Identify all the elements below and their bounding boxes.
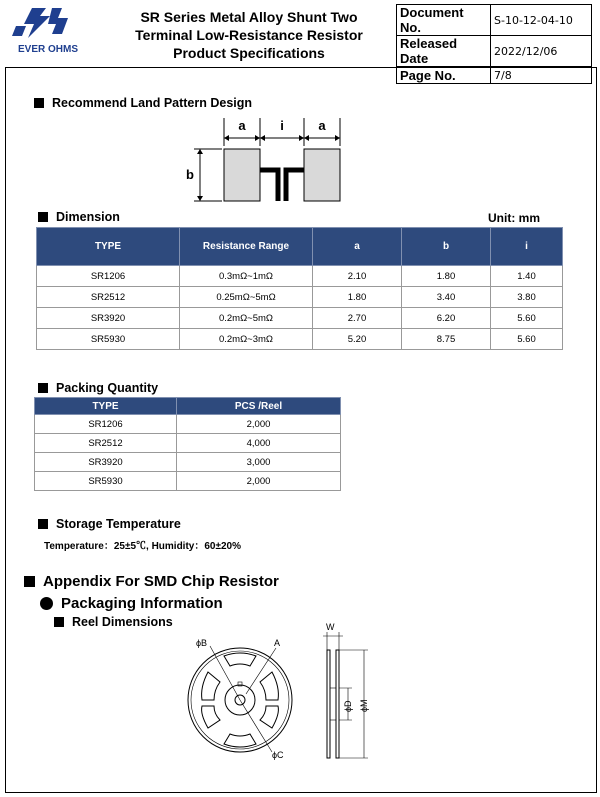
table-cell: 8.75 (402, 329, 491, 350)
dim-a-right: a (318, 118, 326, 133)
table-cell: SR5930 (35, 472, 177, 491)
table-cell: 0.25mΩ~5mΩ (180, 287, 313, 308)
table-cell: 5.60 (491, 329, 563, 350)
table-row (35, 415, 341, 434)
bullet-square-icon (54, 617, 64, 627)
ever-ohms-logo (2, 4, 94, 56)
table-cell: SR1206 (35, 415, 177, 434)
bullet-square-icon (24, 576, 35, 587)
storage-heading-text: Storage Temperature (56, 517, 181, 531)
land-pattern-heading (34, 96, 252, 110)
doc-no-value: S-10-12-04-10 (491, 5, 592, 36)
table-cell: 0.2mΩ~3mΩ (180, 329, 313, 350)
label-phi-d: ϕD (343, 700, 353, 712)
label-phi-c: ϕC (272, 750, 284, 760)
dimension-header-row (37, 228, 563, 266)
table-cell: 2.70 (313, 308, 402, 329)
unit-label: Unit: mm (488, 211, 540, 225)
table-cell: 4,000 (177, 434, 341, 453)
title-line-1: SR Series Metal Alloy Shunt Two (140, 9, 358, 25)
col-a: a (313, 228, 402, 266)
label-phi-b: ϕB (196, 638, 208, 648)
label-phi-m: ϕM (359, 699, 369, 712)
left-pad (224, 149, 260, 201)
table-row (37, 329, 563, 350)
col-pcs-reel: PCS /Reel (177, 398, 341, 415)
table-row (35, 472, 341, 491)
table-row (37, 308, 563, 329)
col-type: TYPE (35, 398, 177, 415)
table-cell: SR3920 (37, 308, 180, 329)
packaging-info-heading (40, 595, 223, 612)
storage-heading (38, 517, 181, 531)
packing-heading (38, 381, 158, 395)
table-row (37, 266, 563, 287)
table-cell: SR2512 (37, 287, 180, 308)
table-cell: 1.80 (313, 287, 402, 308)
right-pad (304, 149, 340, 201)
dim-a-left: a (238, 118, 246, 133)
col-type: TYPE (37, 228, 180, 266)
packaging-info-heading-text: Packaging Information (61, 595, 223, 612)
table-row (37, 287, 563, 308)
table-cell: 6.20 (402, 308, 491, 329)
table-cell: 5.60 (491, 308, 563, 329)
table-cell: SR3920 (35, 453, 177, 472)
page-value: 7/8 (491, 67, 592, 84)
col-i: i (491, 228, 563, 266)
document-title (100, 8, 398, 62)
table-cell: 0.2mΩ~5mΩ (180, 308, 313, 329)
label-w: W (326, 622, 335, 632)
dim-b: b (186, 167, 194, 182)
company-name: EVER OHMS (17, 44, 79, 55)
table-cell: 3.40 (402, 287, 491, 308)
land-pattern-diagram (180, 112, 360, 212)
title-line-3: Product Specifications (173, 45, 325, 61)
table-cell: SR1206 (37, 266, 180, 287)
reel-front-view (180, 632, 305, 762)
label-a: A (274, 638, 281, 648)
bullet-square-icon (38, 519, 48, 529)
bullet-square-icon (38, 212, 48, 222)
dimension-table (36, 227, 563, 350)
bullet-square-icon (34, 98, 44, 108)
table-cell: SR2512 (35, 434, 177, 453)
appendix-heading-text: Appendix For SMD Chip Resistor (43, 573, 279, 590)
dimension-heading-text: Dimension (56, 210, 120, 224)
col-resistance-range: Resistance Range (180, 228, 313, 266)
table-cell: 1.80 (402, 266, 491, 287)
dimension-heading (38, 210, 120, 224)
bullet-square-icon (38, 383, 48, 393)
released-label: Released Date (397, 36, 491, 67)
reel-dimensions-heading-text: Reel Dimensions (72, 615, 173, 629)
reel-dimensions-heading (54, 615, 173, 629)
storage-conditions: Temperature：25±5℃, Humidity：60±20% (44, 541, 241, 552)
table-cell: 5.20 (313, 329, 402, 350)
table-row (35, 453, 341, 472)
released-value: 2022/12/06 (491, 36, 592, 67)
appendix-heading (24, 573, 279, 590)
dim-i: i (280, 118, 284, 133)
table-cell: 3.80 (491, 287, 563, 308)
page-label: Page No. (397, 67, 491, 84)
col-b: b (402, 228, 491, 266)
table-row (35, 434, 341, 453)
table-cell: 1.40 (491, 266, 563, 287)
reel-side-view (318, 620, 378, 760)
title-line-2: Terminal Low-Resistance Resistor (135, 27, 363, 43)
table-cell: 2,000 (177, 472, 341, 491)
table-cell: 0.3mΩ~1mΩ (180, 266, 313, 287)
land-pattern-heading-text: Recommend Land Pattern Design (52, 96, 253, 110)
table-cell: 2,000 (177, 415, 341, 434)
table-cell: SR5930 (37, 329, 180, 350)
table-cell: 3,000 (177, 453, 341, 472)
bullet-circle-icon (40, 597, 53, 610)
doc-no-label: Document No. (397, 5, 491, 36)
packing-heading-text: Packing Quantity (56, 381, 159, 395)
packing-table (34, 397, 341, 491)
packing-header-row (35, 398, 341, 415)
table-cell: 2.10 (313, 266, 402, 287)
